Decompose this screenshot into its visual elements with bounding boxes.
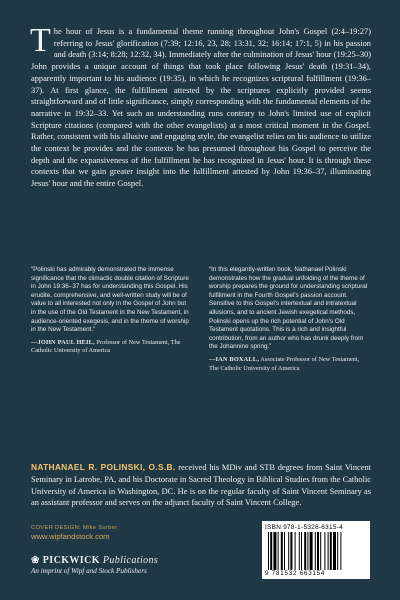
- isbn-label: ISBN 978-1-5326-6315-4: [265, 524, 344, 531]
- barcode-bars: [268, 532, 364, 570]
- isbn-barcode: [262, 521, 370, 579]
- endorsement-boxall: [209, 266, 369, 373]
- author-bio-text: received his MDiv and STB degrees from Saint Vincent Seminary in Latrobe, PA, and his Doctorate in Sacred Theology in Biblical Studies from the Catholic University of America in Washington, DC. He is on the regular faculty of Saint Vincent Seminary as an assistant professor and serves on the adjunct faculty of Saint Vincent College.: [31, 463, 371, 508]
- endorser-name: —IAN BOXALL,: [209, 355, 259, 363]
- endorser-title: Associate Professor of New Testament, The Catholic University of America: [209, 355, 360, 372]
- publisher-website-link[interactable]: www.wipfandstock.com: [31, 532, 110, 541]
- endorsement-attribution: [31, 339, 191, 356]
- publisher-logo: [31, 555, 158, 566]
- publisher-block: [31, 555, 158, 575]
- endorsement-quote: “In this elegantly-written book, Nathanael Polinski demonstrates how the gradual unfolding of the theme of worship prepares the ground for understanding scriptural fulfillment in the Fourth Gospel's passion account. Sensitive to this Gospel's intertextual and intratextual allusions, and to ancient Jewish exegetical methods, Polinski opens up the rich potential of John's Old Testament quotations. This is a rich and insightful contribution, from an author who has drunk deeply from the Johannine spring.”: [209, 266, 368, 351]
- blurb-text: he hour of Jesus is a fundamental theme running throughout John's Gospel (2:4–19:27) referring to Jesus' glorification (7:39; 12:16, 23, 28; 13:31, 32; 16:14; 17:1, 5) in his passion and death (3:14; 8:28; 12:32, 34). Immediately after the culmination of Jesus' hour (19:25–30) John provides a unique account of things that took place following Jesus' death (19:31–34), apparently important to his audience (19:35), in which he recognizes scriptural fulfillment (19:36–37). At first glance, the fulfillment attested by the scriptures explicitly provided seems straightforward and of little significance, simply corresponding with the fundamental elements of the narrative in 19:32–33. Yet such an understanding runs contrary to John's limited use of explicit Scripture citations (compared with the other evangelists) at a most critical moment in the Gospel. Rather, consistent with his allusive and engaging style, the evangelist relies on his audience to utilize the context he provides and the contexts he has presumed throughout his Gospel to perceive the depth and the expansiveness of the fulfillment he has recognized in Jesus' hour. It is through these contexts that we gain greater insight into the fulfillment attested by John 19:36–37, illuminating Jesus' hour and the entire Gospel.: [31, 27, 371, 189]
- endorser-title: Professor of New Testament, The Catholic University of America: [31, 338, 181, 355]
- flower-icon: ❀: [31, 555, 40, 566]
- publisher-tagline: An imprint of Wipf and Stock Publishers: [31, 567, 147, 575]
- endorsement-heil: [31, 266, 191, 356]
- publisher-name: PICKWICK: [42, 555, 100, 566]
- author-name: NATHANAEL R. POLINSKI, O.S.B.: [31, 462, 176, 472]
- main-blurb: [30, 22, 371, 190]
- cover-design-credit: COVER DESIGN: Mike Surber: [31, 525, 118, 531]
- barcode-digits: 9 781532 663154: [265, 570, 326, 577]
- endorsement-quote: “Polinski has admirably demonstrated the immense significance that the climactic double citation of Scripture in John 19:36–37 has for understanding this Gospel. His erudite, comprehensive, and well-written study will be of value to all interested not only in the Gospel of John but in the use of the Old Testament in the New Testament, in audience-oriented exegesis, and in the theme of worship in the New Testament.”: [31, 266, 189, 334]
- endorser-name: —JOHN PAUL HEIL,: [31, 338, 95, 346]
- author-bio: [31, 462, 371, 509]
- publisher-imprint: Publications: [102, 555, 159, 566]
- drop-cap-letter: T: [30, 22, 51, 59]
- endorsement-attribution: [209, 356, 369, 373]
- cover-credits: [31, 525, 117, 541]
